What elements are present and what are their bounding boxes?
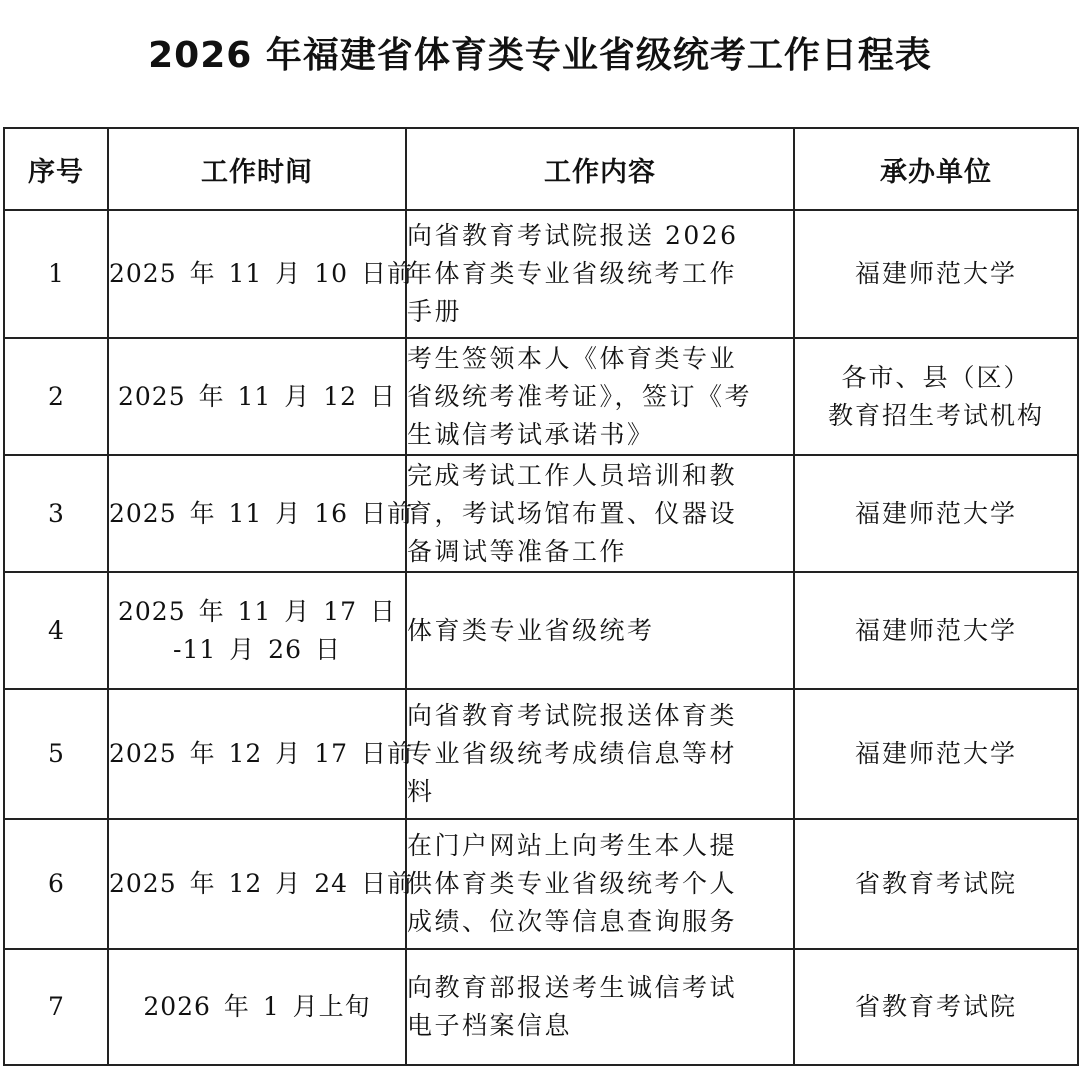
cell-content xyxy=(406,338,794,455)
time-line: 2025 年 11 月 17 日 xyxy=(118,596,396,626)
content-line: 考生签领本人《体育类专业 xyxy=(407,343,738,373)
content-line: 年体育类专业省级统考工作 xyxy=(407,259,738,288)
cell-unit xyxy=(794,572,1078,689)
table-row xyxy=(4,949,1078,1065)
page-title: 2026 年福建省体育类专业省级统考工作日程表 xyxy=(148,35,932,77)
cell-unit xyxy=(794,689,1078,819)
schedule-table xyxy=(3,127,1079,1066)
table-row xyxy=(4,210,1078,338)
unit-line: 福建师范大学 xyxy=(854,739,1017,768)
table-row xyxy=(4,455,1078,572)
time-line: 2025 年 11 月 12 日 xyxy=(118,381,396,411)
cell-unit xyxy=(794,455,1078,572)
cell-content xyxy=(406,689,794,819)
content-line: 完成考试工作人员培训和教 xyxy=(407,460,738,490)
cell-index: 6 xyxy=(4,819,108,949)
content-line: 在门户网站上向考生本人提 xyxy=(407,831,738,860)
content-line: 料 xyxy=(407,777,435,806)
cell-time xyxy=(108,210,413,338)
cell-unit xyxy=(794,338,1078,455)
content-line: 向教育部报送考生诚信考试 xyxy=(407,973,738,1002)
cell-time xyxy=(108,689,413,819)
cell-index: 1 xyxy=(4,210,108,338)
content-line: 手册 xyxy=(407,297,463,326)
cell-unit xyxy=(794,819,1078,949)
cell-content xyxy=(406,210,794,338)
header-time: 工作时间 xyxy=(108,128,406,210)
header-unit: 承办单位 xyxy=(794,128,1078,210)
cell-index: 4 xyxy=(4,572,108,689)
cell-time xyxy=(108,572,406,689)
content-line: 电子档案信息 xyxy=(407,1011,573,1040)
content-line: 备调试等准备工作 xyxy=(407,536,628,566)
content-line: 体育类专业省级统考 xyxy=(407,615,655,645)
cell-content xyxy=(406,572,794,689)
content-line: 向省教育考试院报送体育类 xyxy=(407,701,738,730)
unit-line: 福建师范大学 xyxy=(854,498,1017,528)
content-line: 省级统考准考证》，签订《考 xyxy=(407,381,753,411)
cell-unit xyxy=(794,210,1078,338)
content-line: 专业省级统考成绩信息等材 xyxy=(407,739,738,768)
content-line: 生诚信考试承诺书》 xyxy=(407,419,655,449)
cell-index: 3 xyxy=(4,455,108,572)
header-content: 工作内容 xyxy=(406,128,794,210)
cell-content xyxy=(406,819,794,949)
header-index: 序号 xyxy=(4,128,108,210)
cell-index: 2 xyxy=(4,338,108,455)
cell-unit xyxy=(794,949,1078,1065)
content-line: 成绩、位次等信息查询服务 xyxy=(407,907,738,936)
unit-line: 福建师范大学 xyxy=(854,259,1017,288)
cell-time xyxy=(108,338,406,455)
unit-line: 教育招生考试机构 xyxy=(827,400,1044,430)
unit-line: 福建师范大学 xyxy=(854,615,1017,645)
table-header-row xyxy=(4,128,1078,210)
content-line: 向省教育考试院报送 2026 xyxy=(407,221,739,250)
table-row xyxy=(4,338,1078,455)
cell-index: 5 xyxy=(4,689,108,819)
time-line: 2025 年 11 月 10 日前 xyxy=(109,259,413,288)
unit-line: 省教育考试院 xyxy=(854,992,1017,1021)
table-row xyxy=(4,689,1078,819)
time-line: -11 月 26 日 xyxy=(173,634,341,664)
cell-time xyxy=(108,949,406,1065)
cell-time xyxy=(108,455,413,572)
cell-content xyxy=(406,949,794,1065)
time-line: 2025 年 11 月 16 日前 xyxy=(109,498,413,528)
cell-index: 7 xyxy=(4,949,108,1065)
time-line: 2025 年 12 月 24 日前 xyxy=(109,869,413,898)
unit-line: 省教育考试院 xyxy=(854,869,1017,898)
time-line: 2025 年 12 月 17 日前 xyxy=(109,739,413,768)
cell-time xyxy=(108,819,413,949)
cell-content xyxy=(406,455,794,572)
table-row xyxy=(4,572,1078,689)
unit-line: 各市、县（区） xyxy=(841,362,1031,392)
table-row xyxy=(4,819,1078,949)
time-line: 2026 年 1 月上旬 xyxy=(143,992,371,1021)
content-line: 育，考试场馆布置、仪器设 xyxy=(407,498,738,528)
content-line: 供体育类专业省级统考个人 xyxy=(407,869,738,898)
